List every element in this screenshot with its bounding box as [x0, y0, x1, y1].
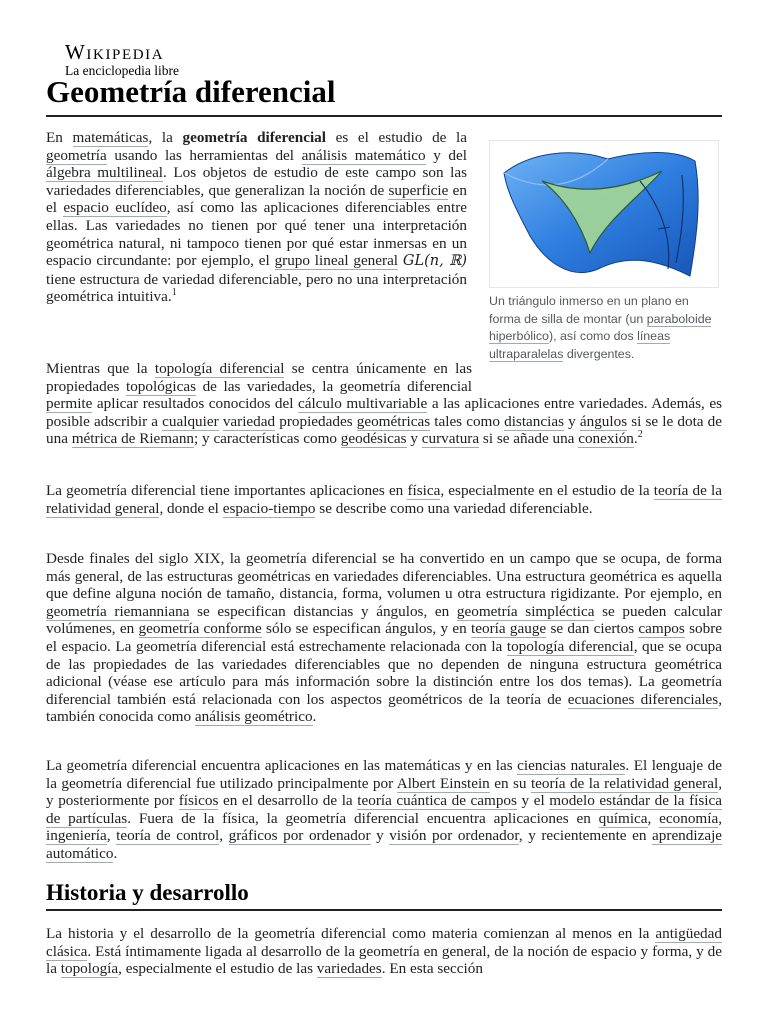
link-campos[interactable]: campos	[638, 620, 685, 638]
link-espacio-tiempo[interactable]: espacio-tiempo	[222, 499, 316, 517]
section-heading-historia: Historia y desarrollo	[46, 878, 722, 911]
link-matematicas[interactable]: matemáticas	[72, 129, 149, 146]
link-superficie[interactable]: superficie	[388, 181, 449, 199]
link-geometria[interactable]: geometría	[46, 146, 107, 164]
link-antiguedad-clasica[interactable]: antigüedad clásica	[46, 925, 722, 960]
link-espacio-euclideo[interactable]: espacio euclídeo	[63, 199, 167, 217]
link-lineas-ultraparalelas[interactable]: líneas ultraparalelas	[489, 329, 671, 361]
paragraph-4: Desde finales del siglo XIX, la geometría diferencial se ha convertido en un campo que se ocupa, de forma más general, de las estructuras geométricas en variedades diferenciables. Una estructura geométrica es aquella que define alguna noción de tamaño, distancia, forma, volumen u otra estructura rigidizante. Por ejemplo, en geometría riemanniana se especifican distancias y ángulos, en geometría simpléctica se pueden calcular volúmenes, en geometría conforme sólo se especifican ángulos, y en teoría gauge se dan ciertos campos sobre el espacio. La geometría diferencial está estrechamente relacionada con la topología diferencial, que se ocupa de las propiedades de las variedades diferenciables que no dependen de ninguna estructura geométrica adicional (véase ese artículo para más información sobre la distinción entre los dos temas). La geometría diferencial también está relacionada con los aspectos geométricos de la teoría de ecuaciones diferenciales, también conocida como análisis geométrico.	[46, 550, 723, 726]
link-algebra-multilineal[interactable]: álgebra multilineal	[46, 164, 164, 182]
link-aprendizaje-automatico[interactable]: aprendizaje automático	[46, 827, 723, 862]
link-curvatura[interactable]: curvatura	[421, 430, 480, 448]
link-teoria-relatividad-general[interactable]: teoría de la relatividad general	[530, 774, 719, 792]
page-title: Geometría diferencial	[46, 70, 722, 117]
paragraph-3: La geometría diferencial tiene importantes aplicaciones en física, especialmente en el estudio de la teoría de la relatividad general, donde el espacio-tiempo se describe como una variedad diferenciable.	[46, 482, 722, 517]
link-cualquier[interactable]: cualquier	[162, 412, 219, 430]
link-calculo-multivariable[interactable]: cálculo multivariable	[297, 395, 428, 413]
saddle-surface-illustration	[490, 141, 718, 287]
link-fisica[interactable]: física	[407, 482, 441, 499]
link-teoria-gauge[interactable]: teoría gauge	[471, 620, 547, 638]
link-topologia-diferencial-2[interactable]: topología diferencial	[506, 637, 634, 655]
link-analisis-geometrico[interactable]: análisis geométrico	[194, 708, 313, 726]
wikipedia-tagline: La enciclopedia libre	[65, 63, 179, 78]
reference-2[interactable]: 2	[637, 429, 643, 441]
link-topologicas[interactable]: topológicas	[125, 377, 196, 395]
figure-caption: Un triángulo inmerso en un plano en forma de silla de montar (un paraboloide hiperbólico), así como dos líneas ultraparalelas divergentes.	[489, 294, 712, 361]
link-graficos-por-ordenador[interactable]: gráficos por ordenador	[228, 827, 371, 845]
paragraph-6: La historia y el desarrollo de la geometría diferencial como materia comienzan al menos en la antigüedad clásica. Está íntimamente ligada al desarrollo de la geometría en general, de la noción de espacio y forma, y de la topología, especialmente el estudio de las variedades. En esta sección	[46, 925, 722, 978]
link-variedades[interactable]: variedades	[316, 960, 382, 978]
link-relatividad-general[interactable]: teoría de la relatividad general	[46, 482, 722, 517]
link-distancias[interactable]: distancias	[504, 412, 564, 430]
paragraph-5: La geometría diferencial encuentra aplicaciones en las matemáticas y en las ciencias naturales. El lenguaje de la geometría diferencial fue utilizado principalmente por Albert Einstein en su teoría de la relatividad general, y posteriormente por físicos en el desarrollo de la teoría cuántica de campos y el modelo estándar de la física de partículas. Fuera de la física, la geometría diferencial encuentra aplicaciones en química, economía, ingeniería, teoría de control, gráficos por ordenador y visión por ordenador, y recientemente en aprendizaje automático.	[46, 757, 723, 862]
link-paraboloide-hiperbolico[interactable]: paraboloide hiperbólico	[489, 311, 712, 344]
link-grupo-lineal-general[interactable]: grupo lineal general	[274, 252, 399, 270]
link-geometricas[interactable]: geométricas	[356, 412, 431, 430]
article-figure	[489, 140, 719, 363]
link-vision-por-ordenador[interactable]: visión por ordenador	[389, 827, 519, 845]
reference-1[interactable]: 1	[171, 287, 177, 299]
link-economia[interactable]: economía	[659, 809, 719, 827]
link-topologia[interactable]: topología	[60, 960, 119, 978]
wikipedia-wordmark: Wikipedia	[65, 40, 165, 64]
link-geometria-riemanniana[interactable]: geometría riemanniana	[46, 602, 190, 620]
math-gl-n-r: GL(n, ℝ)	[402, 253, 468, 270]
link-albert-einstein[interactable]: Albert Einstein	[396, 774, 490, 792]
link-analisis-matematico[interactable]: análisis matemático	[301, 146, 426, 164]
link-metrica-de-riemann[interactable]: métrica de Riemann	[71, 430, 195, 448]
link-fisicos[interactable]: físicos	[178, 792, 219, 810]
link-geodesicas[interactable]: geodésicas	[340, 430, 407, 448]
link-conexion[interactable]: conexión	[578, 430, 634, 448]
link-geometria-simplectica[interactable]: geometría simpléctica	[456, 602, 595, 620]
paragraph-2: Mientras que la topología diferencial se centra únicamente en las propiedades topológicas de las variedades, la geometría diferencial permite aplicar resultados conocidos del cálculo multivariable a las aplicaciones entre variedades. Además, es posible adscribir a cualquier variedad propiedades geométricas tales como distancias y ángulos si se le dota de una métrica de Riemann; y características como geodésicas y curvatura si se añade una conexión.$^2$	[46, 360, 723, 448]
link-variedad[interactable]: variedad	[222, 412, 276, 430]
link-teoria-cuantica-de-campos[interactable]: teoría cuántica de campos	[357, 792, 517, 810]
link-teoria-de-control[interactable]: teoría de control	[116, 827, 220, 845]
link-topologia-diferencial[interactable]: topología diferencial	[154, 360, 285, 377]
link-modelo-estandar[interactable]: modelo estándar de la física de partículas	[46, 792, 722, 827]
paragraph-1: En matemáticas, la geometría diferencial es el estudio de la geometría usando las herramientas del análisis matemático y del álgebra multilineal. Los objetos de estudio de este campo son las variedades diferenciables, que generalizan la noción de superficie en el espacio euclídeo, así como las aplicaciones diferenciables entre ellas. Las variedades no tienen por qué tener una interpretación geométrica natural, ni tampoco tienen por qué estar inmersas en un espacio circundante: por ejemplo, el grupo lineal general GL(n, ℝ) tiene estructura de variedad diferenciable, pero no una interpretación geométrica intuitiva.$^1$	[46, 129, 468, 306]
link-ciencias-naturales[interactable]: ciencias naturales	[517, 757, 626, 774]
link-quimica[interactable]: química	[598, 809, 648, 827]
link-ecuaciones-diferenciales[interactable]: ecuaciones diferenciales	[567, 690, 719, 708]
link-permite[interactable]: permite	[46, 395, 93, 413]
link-angulos[interactable]: ángulos	[579, 412, 628, 430]
figure-frame[interactable]	[489, 140, 719, 288]
link-ingenieria[interactable]: ingeniería	[46, 827, 107, 845]
link-geometria-conforme[interactable]: geometría conforme	[138, 620, 262, 638]
